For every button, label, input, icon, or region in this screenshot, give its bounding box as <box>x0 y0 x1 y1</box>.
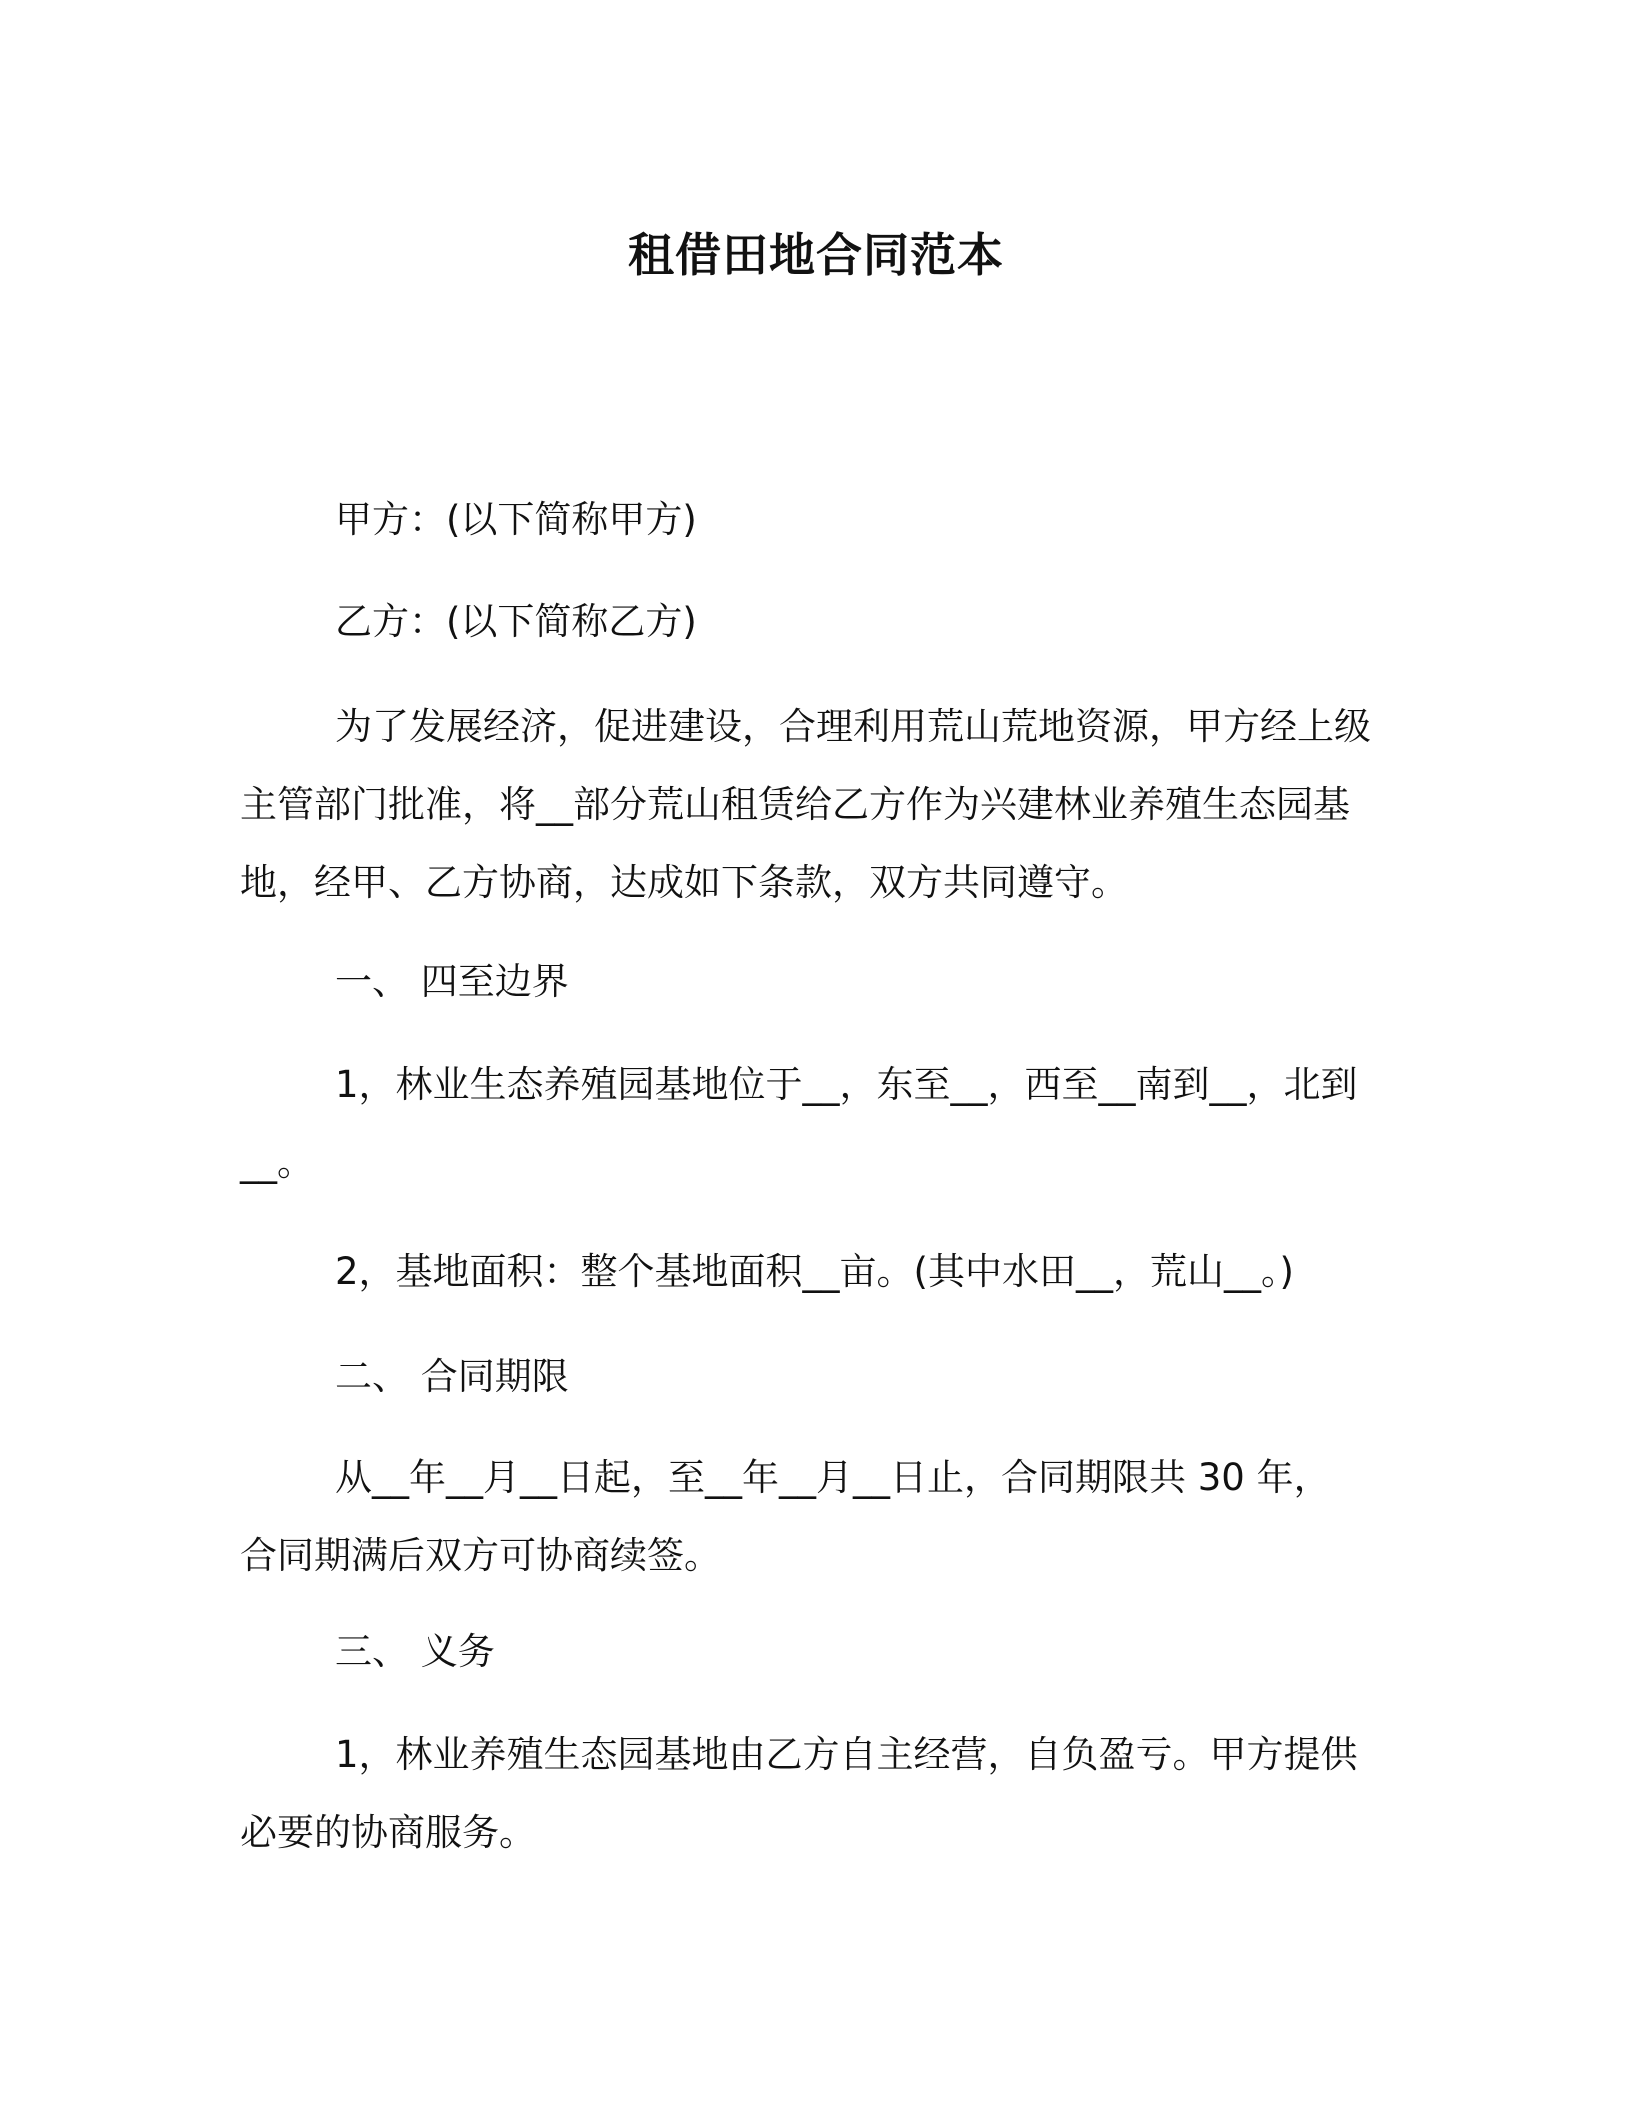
section-1-item-1-line-1: 1，林业生态养殖园基地位于__，东至__，西至__南到__，北到 <box>335 1063 1358 1106</box>
intro-line-3: 地，经甲、乙方协商，达成如下条款，双方共同遵守。 <box>240 861 1128 904</box>
party-a-line: 甲方：(以下简称甲方) <box>335 498 697 541</box>
section-3-heading: 三、 义务 <box>335 1630 495 1673</box>
section-1-item-2: 2，基地面积：整个基地面积__亩。(其中水田__，荒山__。) <box>335 1250 1294 1293</box>
party-b-line: 乙方：(以下简称乙方) <box>335 600 697 643</box>
section-2-line-2: 合同期满后双方可协商续签。 <box>240 1534 721 1577</box>
intro-line-1: 为了发展经济，促进建设，合理利用荒山荒地资源，甲方经上级 <box>335 705 1371 748</box>
section-2-heading: 二、 合同期限 <box>335 1355 569 1398</box>
section-3-item-1-line-2: 必要的协商服务。 <box>240 1811 536 1854</box>
intro-line-2: 主管部门批准，将__部分荒山租赁给乙方作为兴建林业养殖生态园基 <box>240 783 1350 826</box>
document-title: 租借田地合同范本 <box>628 228 1004 282</box>
section-1-item-1-line-2: __。 <box>240 1141 314 1184</box>
section-3-item-1-line-1: 1，林业养殖生态园基地由乙方自主经营，自负盈亏。甲方提供 <box>335 1733 1358 1776</box>
section-2-line-1: 从__年__月__日起，至__年__月__日止，合同期限共 30 年， <box>335 1456 1331 1499</box>
section-1-heading: 一、 四至边界 <box>335 960 569 1003</box>
